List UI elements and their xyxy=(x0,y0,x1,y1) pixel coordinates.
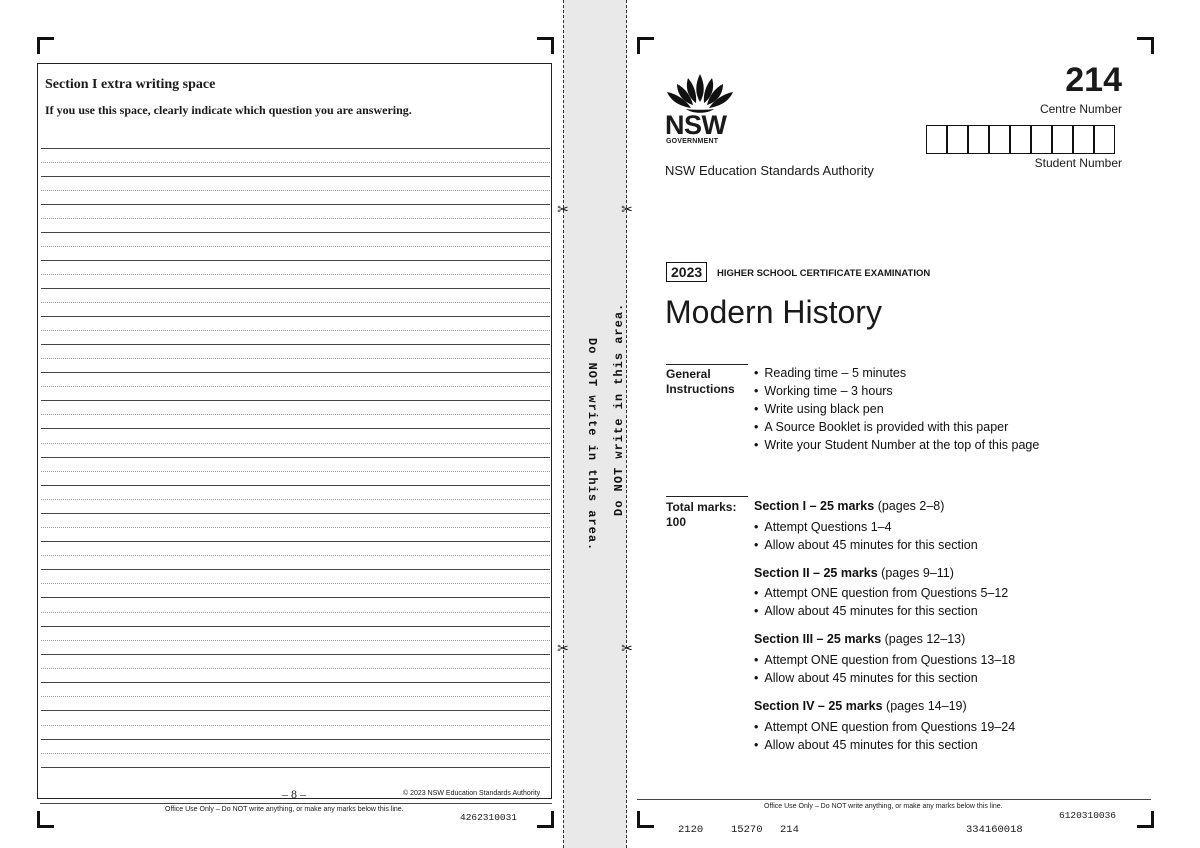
logo-nsw-text: NSW xyxy=(665,110,727,140)
writing-guide-line xyxy=(41,583,550,584)
barcode-number-left: 4262310031 xyxy=(460,812,518,823)
section-2-item: • Attempt ONE question from Questions 5–12 xyxy=(754,586,1008,600)
total-marks-label: Total marks: xyxy=(666,500,737,514)
scissors-icon: ✂ xyxy=(557,201,569,217)
fold-line-left xyxy=(563,0,564,848)
student-number-digit-box[interactable] xyxy=(947,125,968,154)
writing-line xyxy=(41,654,550,655)
writing-line xyxy=(41,316,550,317)
writing-guide-line xyxy=(41,190,550,191)
authority-name: NSW Education Standards Authority xyxy=(665,163,874,178)
footer-code-2: 15270 xyxy=(731,824,763,836)
left-bottom-line xyxy=(40,803,552,804)
writing-line xyxy=(41,260,550,261)
crop-mark-top-right-right-page xyxy=(1137,37,1154,54)
crop-mark-bottom-right xyxy=(537,811,554,828)
office-use-notice-right: Office Use Only – Do NOT write anything, or make any marks below this line. xyxy=(764,803,1003,810)
student-number-digit-box[interactable] xyxy=(1052,125,1073,154)
crop-mark-bottom-right-right-page xyxy=(1137,811,1154,828)
page-number: – 8 – xyxy=(282,787,306,801)
do-not-write-text-left: Do NOT write in this area. xyxy=(585,338,599,552)
scissors-icon: ✂ xyxy=(557,640,569,656)
writing-guide-line xyxy=(41,246,550,247)
student-number-digit-box[interactable] xyxy=(1094,125,1115,154)
instructions-rule xyxy=(666,364,748,365)
writing-space-frame xyxy=(37,63,552,799)
writing-guide-line xyxy=(41,527,550,528)
fold-line-right xyxy=(626,0,627,848)
writing-line xyxy=(41,400,550,401)
writing-line xyxy=(41,767,550,768)
writing-guide-line xyxy=(41,725,550,726)
general-instructions-label-1: General xyxy=(666,367,711,381)
total-marks-rule xyxy=(666,496,748,497)
logo-government-text: GOVERNMENT xyxy=(666,138,719,145)
writing-line xyxy=(41,626,550,627)
crop-mark-bottom-left-right-page xyxy=(637,811,654,828)
writing-guide-line xyxy=(41,443,550,444)
writing-guide-line xyxy=(41,696,550,697)
writing-line xyxy=(41,148,550,149)
crop-mark-top-left xyxy=(37,37,54,54)
writing-guide-line xyxy=(41,302,550,303)
scissors-icon: ✂ xyxy=(621,201,633,217)
section-title: Section I extra writing space xyxy=(45,77,216,92)
writing-line xyxy=(41,710,550,711)
section-3-item: • Allow about 45 minutes for this section xyxy=(754,671,978,685)
section-1-heading: Section I – 25 marks (pages 2–8) xyxy=(754,499,945,513)
section-2-heading: Section II – 25 marks (pages 9–11) xyxy=(754,566,954,580)
writing-line xyxy=(41,597,550,598)
student-number-label: Student Number xyxy=(1034,156,1122,170)
student-number-digit-box[interactable] xyxy=(1073,125,1094,154)
writing-guide-line xyxy=(41,162,550,163)
student-number-digit-box[interactable] xyxy=(989,125,1010,154)
crop-mark-bottom-left xyxy=(37,811,54,828)
student-number-digit-box[interactable] xyxy=(1010,125,1031,154)
writing-line xyxy=(41,232,550,233)
footer-code-1: 2120 xyxy=(678,824,704,836)
writing-line xyxy=(41,569,550,570)
subject-title: Modern History xyxy=(665,294,882,330)
section-2-item: • Allow about 45 minutes for this section xyxy=(754,604,978,618)
centre-number: 214 xyxy=(1065,61,1122,99)
writing-guide-line xyxy=(41,753,550,754)
section-1-item: • Allow about 45 minutes for this section xyxy=(754,538,978,552)
writing-line xyxy=(41,541,550,542)
writing-guide-line xyxy=(41,274,550,275)
section-3-heading: Section III – 25 marks (pages 12–13) xyxy=(754,632,966,646)
student-number-digit-box[interactable] xyxy=(968,125,989,154)
exam-year: 2023 xyxy=(666,262,707,282)
writing-guide-line xyxy=(41,612,550,613)
instruction-item: • Write using black pen xyxy=(754,402,884,416)
total-marks-value: 100 xyxy=(666,515,687,529)
writing-guide-line xyxy=(41,218,550,219)
writing-guide-line xyxy=(41,386,550,387)
student-number-digit-box[interactable] xyxy=(1031,125,1052,154)
writing-guide-line xyxy=(41,414,550,415)
copyright: © 2023 NSW Education Standards Authority xyxy=(403,790,541,797)
exam-name: HIGHER SCHOOL CERTIFICATE EXAMINATION xyxy=(717,268,931,279)
writing-guide-line xyxy=(41,640,550,641)
writing-line xyxy=(41,682,550,683)
do-not-write-text-right: Do NOT write in this area. xyxy=(612,302,626,516)
writing-guide-line xyxy=(41,358,550,359)
writing-line xyxy=(41,372,550,373)
writing-line xyxy=(41,204,550,205)
centre-number-label: Centre Number xyxy=(1039,102,1122,116)
instruction-item: • Write your Student Number at the top of this page xyxy=(754,438,1039,452)
writing-line xyxy=(41,288,550,289)
scissors-icon: ✂ xyxy=(621,640,633,656)
instruction-item: • Reading time – 5 minutes xyxy=(754,366,906,380)
barcode-number-bottom-right: 334160018 xyxy=(966,824,1023,836)
office-use-notice-left: Office Use Only – Do NOT write anything, or make any marks below this line. xyxy=(165,806,404,813)
instruction-item: • Working time – 3 hours xyxy=(754,384,893,398)
section-1-item: • Attempt Questions 1–4 xyxy=(754,520,892,534)
footer-code-3: 214 xyxy=(780,824,799,836)
right-bottom-line xyxy=(637,799,1151,800)
writing-line xyxy=(41,344,550,345)
student-number-digit-box[interactable] xyxy=(926,125,947,154)
section-4-item: • Attempt ONE question from Questions 19–24 xyxy=(754,720,1015,734)
writing-line xyxy=(41,485,550,486)
section-4-item: • Allow about 45 minutes for this section xyxy=(754,738,978,752)
section-4-heading: Section IV – 25 marks (pages 14–19) xyxy=(754,699,967,713)
writing-guide-line xyxy=(41,668,550,669)
crop-mark-top-left-right-page xyxy=(637,37,654,54)
writing-line xyxy=(41,513,550,514)
barcode-number-top-right: 6120310036 xyxy=(1059,810,1117,821)
writing-guide-line xyxy=(41,471,550,472)
writing-instruction: If you use this space, clearly indicate which question you are answering. xyxy=(45,103,412,117)
writing-guide-line xyxy=(41,330,550,331)
instruction-item: • A Source Booklet is provided with this paper xyxy=(754,420,1008,434)
crop-mark-top-right xyxy=(537,37,554,54)
writing-line xyxy=(41,457,550,458)
writing-line xyxy=(41,739,550,740)
writing-guide-line xyxy=(41,499,550,500)
writing-guide-line xyxy=(41,555,550,556)
writing-line xyxy=(41,176,550,177)
writing-line xyxy=(41,428,550,429)
general-instructions-label-2: Instructions xyxy=(666,382,735,396)
section-3-item: • Attempt ONE question from Questions 13–18 xyxy=(754,653,1015,667)
